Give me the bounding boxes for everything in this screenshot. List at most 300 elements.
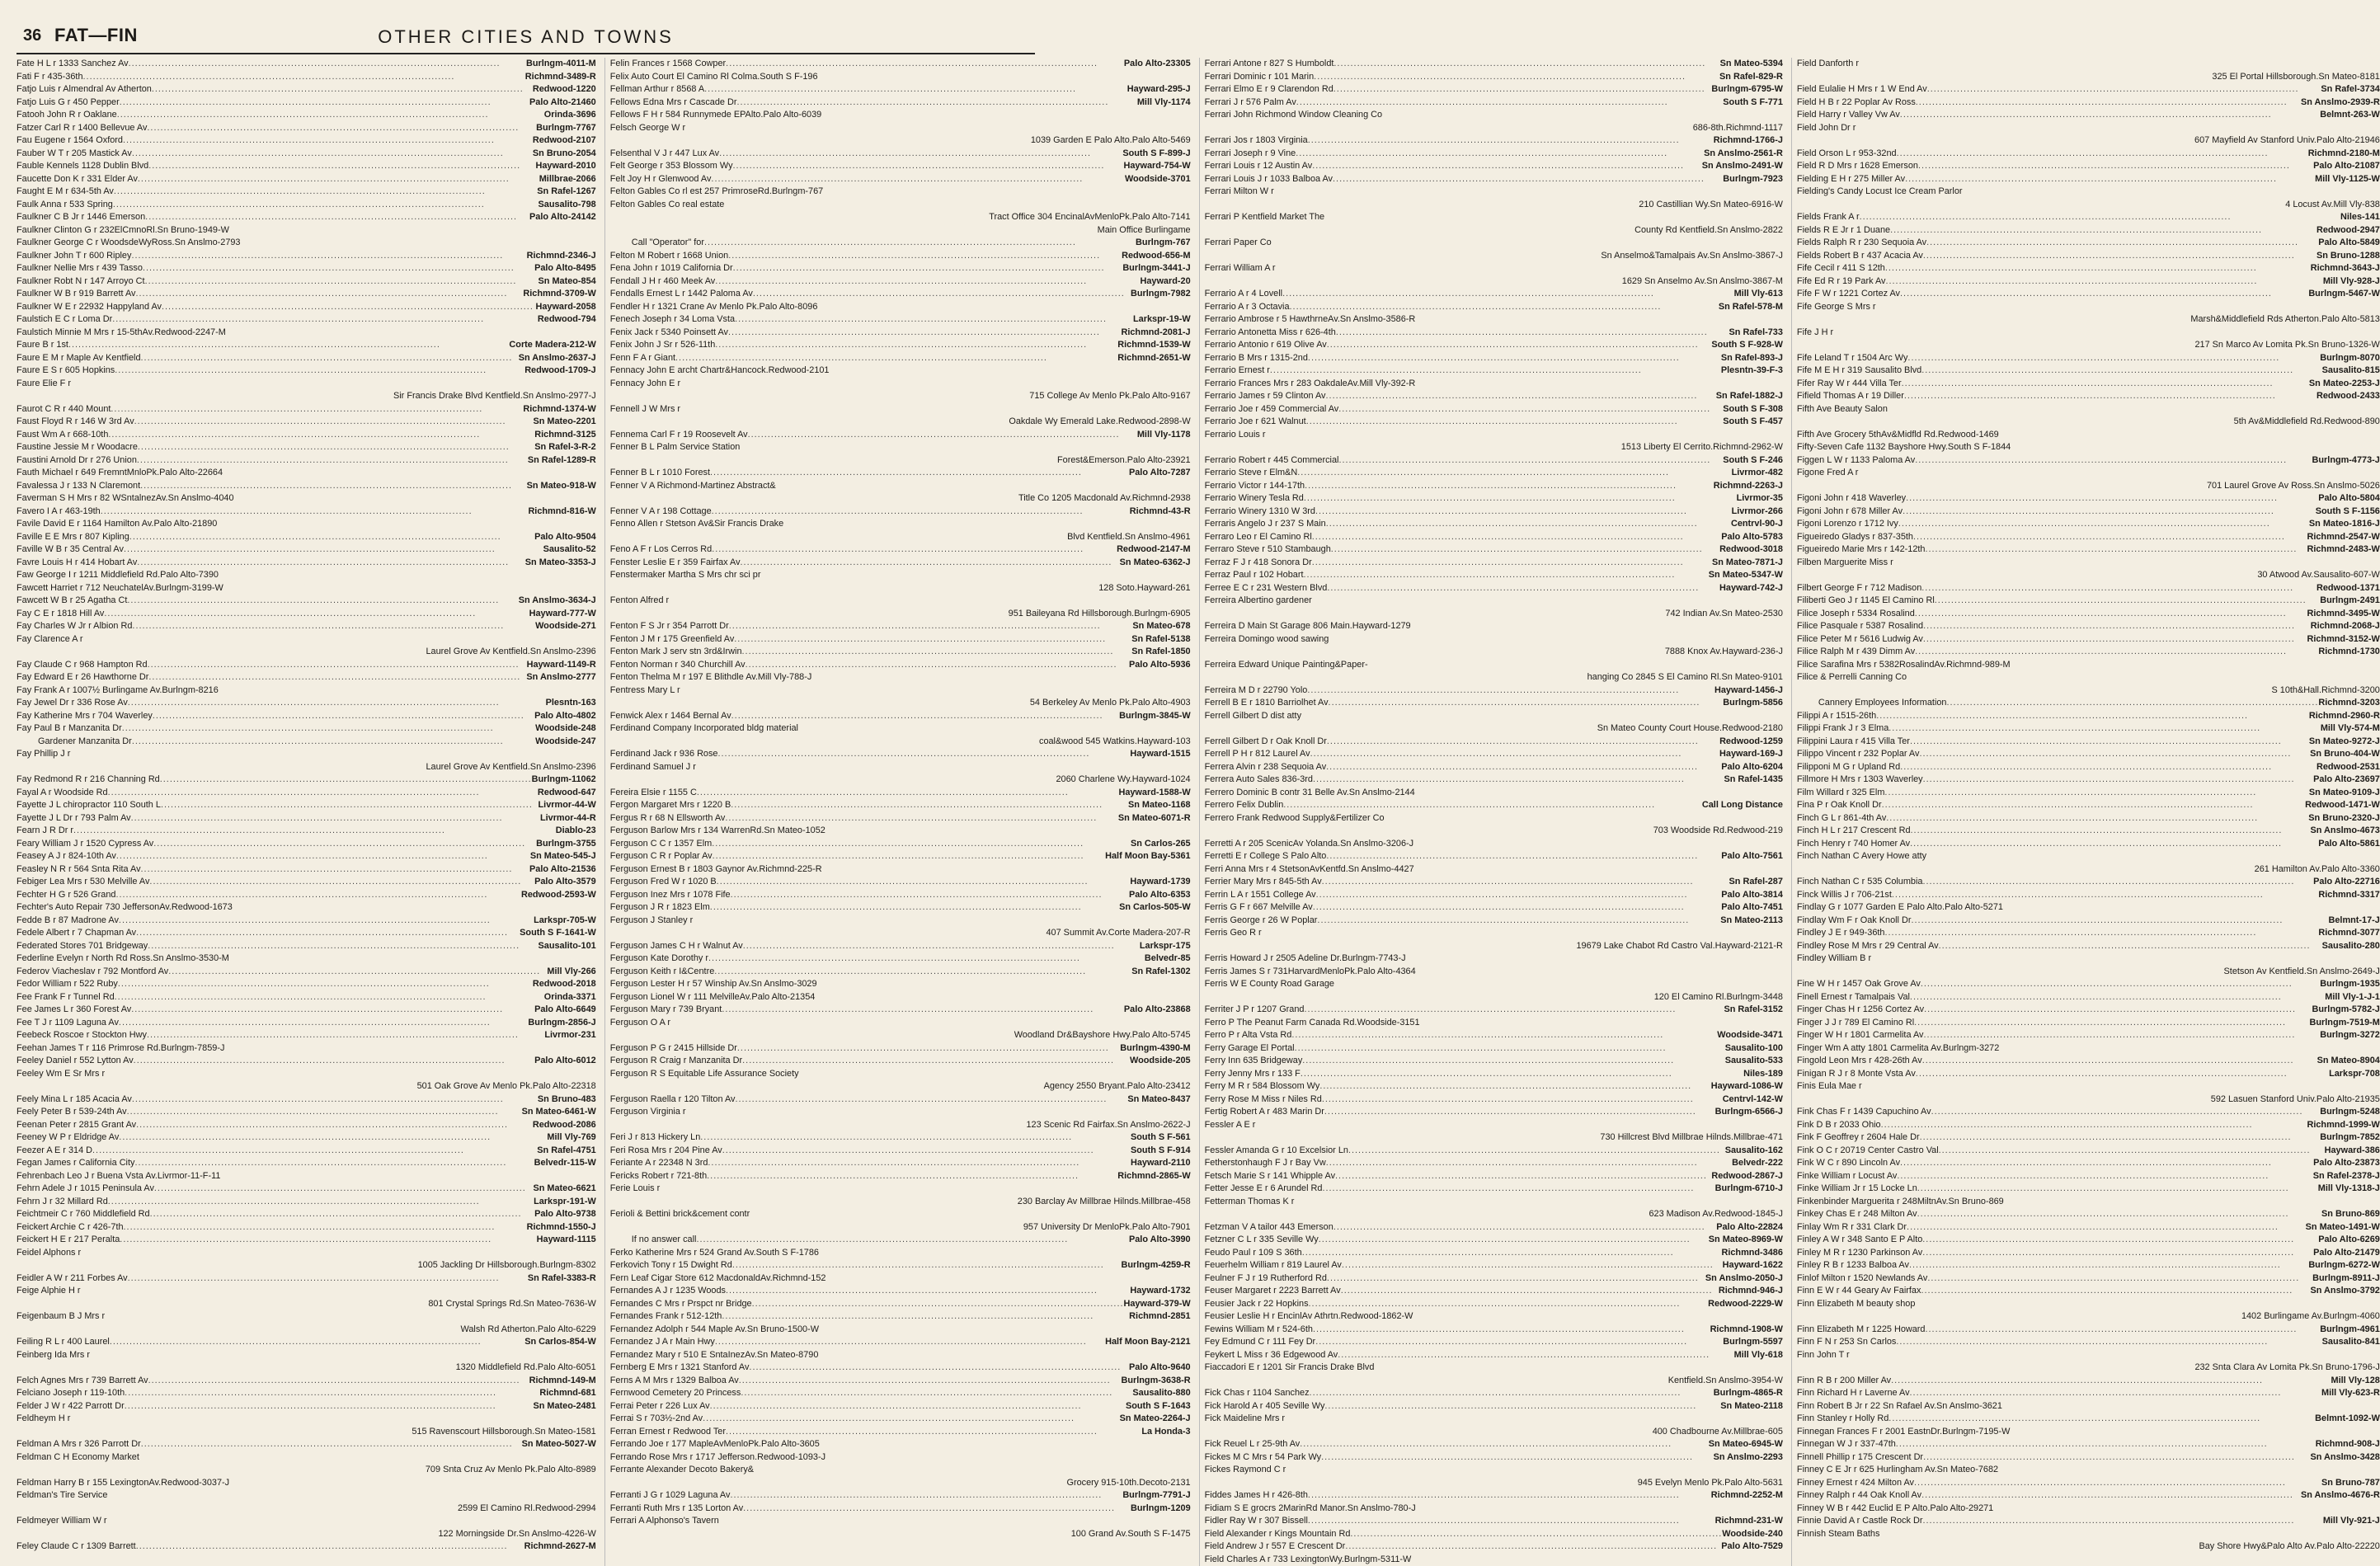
listing-name: Faulkner Clinton G r 232ElCmnoRl.Sn Bruno-1949-W bbox=[16, 224, 229, 237]
listing-phone: Burlngm-3272 bbox=[2320, 1029, 2380, 1042]
listing-phone: Palo Alto-21460 bbox=[529, 96, 596, 110]
listing-entry bbox=[16, 927, 596, 940]
listing-name: Fenton Alfred r bbox=[610, 595, 669, 608]
listing-name: Ferguson Raella r 120 Tilton Av bbox=[610, 1093, 736, 1107]
listing-entry bbox=[16, 378, 596, 391]
listing-entry bbox=[16, 71, 596, 84]
listing-phone: Sn Mateo-6945-W bbox=[1709, 1438, 1783, 1451]
leader-dots bbox=[137, 454, 528, 468]
listing-name: Ferri Anna Mrs r 4 StetsonAvKentfd.Sn Anslmo-4427 bbox=[1205, 863, 1414, 877]
leader-dots bbox=[148, 160, 535, 173]
leader-dots bbox=[1345, 1540, 1721, 1554]
listing-entry bbox=[1797, 122, 2380, 135]
listing-entry bbox=[16, 1234, 596, 1247]
listing-name: 730 Hillcrest Blvd Millbrae Hilnds.Millbrae-471 bbox=[1600, 1131, 1783, 1145]
listing-name: Ferrari William A r bbox=[1205, 262, 1276, 275]
listing-name: Finn Robert B Jr r 22 Sn Rafael Av.Sn Anslmo-3621 bbox=[1797, 1400, 2002, 1413]
listing-name: Fatooh John R r Oaklane bbox=[16, 109, 117, 122]
listing-phone: Sn Mateo-5027-W bbox=[522, 1438, 596, 1451]
listing-name: Finch Nathan C Avery Howe atty bbox=[1797, 850, 1926, 863]
listing-name: 325 El Portal Hillsborough.Sn Mateo-8181 bbox=[2212, 71, 2379, 84]
listing-entry bbox=[1797, 774, 2380, 787]
listing-phone: Burlngm-3638-R bbox=[1122, 1375, 1191, 1388]
leader-dots bbox=[115, 991, 544, 1004]
listing-continuation bbox=[16, 1259, 596, 1272]
leader-dots bbox=[1903, 506, 2316, 519]
listing-entry bbox=[1205, 978, 1783, 991]
listing-name: Fatjo Luis r Almendral Av Atherton bbox=[16, 83, 152, 96]
listing-name: Woodland Dr&Bayshore Hwy.Palo Alto-5745 bbox=[1014, 1029, 1191, 1042]
listing-name: Field Orson L r 953-32nd bbox=[1797, 148, 1897, 161]
listing-entry bbox=[610, 1451, 1191, 1465]
leader-dots bbox=[725, 812, 1118, 825]
listing-continuation bbox=[1797, 199, 2380, 212]
listing-entry bbox=[16, 1336, 596, 1349]
leader-dots bbox=[713, 850, 1106, 863]
listing-entry bbox=[16, 492, 596, 506]
listing-entry bbox=[1205, 262, 1783, 275]
listing-name: Finck Willis J r 706-21st bbox=[1797, 889, 1892, 902]
listing-name: Fennacy John E archt Chartr&Hancock.Redwood-2101 bbox=[610, 364, 830, 378]
listing-phone: Sausalito-162 bbox=[1725, 1145, 1783, 1158]
listing-name: Feige Alphie H r bbox=[16, 1285, 80, 1298]
listing-phone: Richmnd-2252-M bbox=[1711, 1489, 1783, 1503]
leader-dots bbox=[148, 671, 526, 684]
listing-name: Fauth Michael r 649 FremntMnloPk.Palo Alto-22664 bbox=[16, 467, 223, 480]
listing-entry bbox=[1797, 454, 2380, 468]
listing-entry bbox=[1205, 697, 1783, 710]
listing-phone: Richmnd-2068-J bbox=[2311, 620, 2380, 633]
listing-entry bbox=[16, 812, 596, 825]
listing-name: Ferguson Lionel W r 111 MelvilleAv.Palo Alto-21354 bbox=[610, 991, 816, 1004]
listing-name: Ferris G F r 667 Melville Av bbox=[1205, 901, 1313, 915]
listing-entry bbox=[610, 288, 1191, 301]
listing-phone: Sn Mateo-6461-W bbox=[522, 1106, 596, 1119]
listing-entry bbox=[1205, 531, 1783, 544]
listing-name: Felton Gables Co rl est 257 PrimroseRd.Burlngm-767 bbox=[610, 186, 823, 199]
listing-phone: Sn Rafel-1302 bbox=[1131, 966, 1190, 979]
listing-name: Laurel Grove Av Kentfield.Sn Anslmo-2396 bbox=[426, 761, 595, 774]
listing-entry bbox=[610, 327, 1191, 340]
listing-phone: Burlngm-6795-W bbox=[1711, 83, 1783, 96]
listing-name: Faure E S r 605 Hopkins bbox=[16, 364, 115, 378]
leader-dots bbox=[733, 160, 1124, 173]
listing-name: Ferguson O A r bbox=[610, 1017, 670, 1030]
listing-column-2 bbox=[604, 58, 1191, 1566]
listing-phone: Half Moon Bay-5361 bbox=[1105, 850, 1191, 863]
listing-entry bbox=[1797, 1170, 2380, 1183]
leader-dots bbox=[116, 850, 530, 863]
listing-entry bbox=[1797, 1208, 2380, 1221]
leader-dots bbox=[113, 199, 539, 212]
listing-name: Finkey Chas E r 248 Milton Av bbox=[1797, 1208, 1917, 1221]
listing-name: 1513 Liberty El Cerrito.Richmnd-2962-W bbox=[1621, 441, 1783, 454]
listing-name: Feno A F r Los Cerros Rd bbox=[610, 543, 712, 557]
listing-name: Fernandes Frank r 512-12th bbox=[610, 1310, 722, 1324]
listing-entry bbox=[610, 710, 1191, 723]
listing-entry bbox=[610, 722, 1191, 736]
listing-name: Ferris James S r 731HarvardMenloPk.Palo Alto-4364 bbox=[1205, 966, 1416, 979]
listing-name: Ferran Ernest r Redwood Ter bbox=[610, 1426, 726, 1439]
listing-continuation bbox=[1205, 224, 1783, 237]
leader-dots bbox=[131, 250, 526, 263]
listing-phone: Redwood-3018 bbox=[1719, 543, 1783, 557]
listing-name: Faust Floyd R r 146 W 3rd Av bbox=[16, 416, 134, 429]
listing-entry bbox=[1797, 1503, 2380, 1516]
listing-name: Filice Joseph r 5334 Rosalind bbox=[1797, 608, 1915, 621]
leader-dots bbox=[145, 275, 539, 289]
listing-name: Faurot C R r 440 Mount bbox=[16, 403, 111, 416]
leader-dots bbox=[1313, 774, 1724, 787]
listing-name: Ferdinand Company Incorporated bldg material bbox=[610, 722, 798, 736]
listing-continuation bbox=[1205, 671, 1783, 684]
listing-phone: Sn Rafel-733 bbox=[1729, 327, 1783, 340]
listing-name: Field H B r 22 Poplar Av Ross bbox=[1797, 96, 1916, 110]
listing-entry bbox=[16, 1489, 596, 1503]
listing-phone: Palo Alto-24142 bbox=[529, 211, 596, 224]
leader-dots bbox=[128, 1272, 528, 1286]
listing-entry bbox=[16, 1349, 596, 1362]
listing-phone: Orinda-3696 bbox=[544, 109, 596, 122]
listing-name: Feusier Jack r 22 Hopkins bbox=[1205, 1298, 1309, 1311]
leader-dots bbox=[148, 1375, 529, 1388]
listing-entry bbox=[16, 224, 596, 237]
listing-entry bbox=[1797, 761, 2380, 774]
listing-name: Finney Ernest r 424 Milton Av bbox=[1797, 1477, 1914, 1490]
listing-phone: Richmnd-1539-W bbox=[1117, 339, 1190, 352]
listing-name: Ferrario Frances Mrs r 283 OakdaleAv.Mill Vly-392-R bbox=[1205, 378, 1416, 391]
leader-dots bbox=[127, 1106, 522, 1119]
listing-phone: Sn Rafel-1267 bbox=[537, 186, 595, 199]
listing-entry bbox=[16, 122, 596, 135]
listing-phone: Richmnd-681 bbox=[539, 1387, 595, 1400]
listing-entry bbox=[16, 1119, 596, 1132]
listing-name: 1629 Sn Anselmo Av.Sn Anslmo-3867-M bbox=[1622, 275, 1783, 289]
listing-entry bbox=[1205, 889, 1783, 902]
listing-entry bbox=[16, 96, 596, 110]
listing-phone: Livrmor-44-W bbox=[539, 799, 596, 812]
listing-phone: Redwood-1471-W bbox=[2305, 799, 2380, 812]
listing-name: Feuser Margaret r 2223 Barrett Av bbox=[1205, 1285, 1341, 1298]
listing-entry bbox=[1205, 1438, 1783, 1451]
listing-name: Fay Frank A r 1007½ Burlingame Av.Burlngm-8216 bbox=[16, 684, 219, 698]
listing-entry bbox=[1797, 978, 2380, 991]
listing-name: Felch Agnes Mrs r 739 Barrett Av bbox=[16, 1375, 148, 1388]
listing-phone: Woodside-247 bbox=[535, 736, 596, 749]
listing-name: Ferrario Antonio r 619 Olive Av bbox=[1205, 339, 1327, 352]
leader-dots bbox=[1912, 915, 2329, 928]
listing-entry bbox=[16, 199, 596, 212]
leader-dots bbox=[148, 659, 527, 672]
listing-name: Ferguson P G r 2415 Hillside Dr bbox=[610, 1042, 737, 1056]
listing-name: Fenton Mark J serv stn 3rd&Irwin bbox=[610, 646, 742, 659]
listing-name: Finney C E Jr r 625 Hurlingham Av.Sn Mateo-7682 bbox=[1797, 1464, 1998, 1477]
leader-dots bbox=[140, 480, 527, 493]
leader-dots bbox=[1900, 1157, 2313, 1170]
listing-name: Fee Frank F r Tunnel Rd bbox=[16, 991, 115, 1004]
leader-dots bbox=[1282, 288, 1734, 301]
leader-dots bbox=[741, 1387, 1132, 1400]
listing-name: 2599 El Camino Rl.Redwood-2994 bbox=[458, 1503, 596, 1516]
listing-name: Feely Peter B r 539-24th Av bbox=[16, 1106, 127, 1119]
listing-name: Stetson Av Kentfield.Sn Anslmo-2649-J bbox=[2224, 966, 2380, 979]
listing-entry bbox=[1797, 403, 2380, 416]
listing-name: Fellows F H r 584 Runnymede EPAlto.Palo Alto-6039 bbox=[610, 109, 821, 122]
listing-entry bbox=[16, 825, 596, 838]
leader-dots bbox=[127, 595, 518, 608]
listing-entry bbox=[1205, 1170, 1783, 1183]
listing-name: Ferrando Rose Mrs r 1717 Jefferson.Redwood-1093-J bbox=[610, 1451, 825, 1465]
listing-entry bbox=[1797, 646, 2380, 659]
listing-name: 1320 Middlefield Rd.Palo Alto-6051 bbox=[456, 1361, 596, 1375]
listing-entry bbox=[1205, 1528, 1783, 1541]
leader-dots bbox=[150, 1208, 534, 1221]
listing-name: Fielding's Candy Locust Ice Cream Parlor bbox=[1797, 186, 1963, 199]
listing-name: Fedde B r 87 Madrone Av bbox=[16, 915, 119, 928]
listing-entry bbox=[610, 761, 1191, 774]
leader-dots bbox=[1900, 288, 2308, 301]
listing-phone: La Honda-3 bbox=[1141, 1426, 1190, 1439]
leader-dots bbox=[710, 901, 1119, 915]
listing-entry bbox=[610, 646, 1191, 659]
listing-phone: Richmnd-2180-M bbox=[2308, 148, 2380, 161]
listing-entry bbox=[1797, 915, 2380, 928]
listing-entry bbox=[1205, 569, 1783, 582]
listing-entry bbox=[1797, 1298, 2380, 1311]
listing-entry bbox=[1205, 1400, 1783, 1413]
listing-name: Finger J J r 789 El Camino Rl bbox=[1797, 1017, 1914, 1030]
listing-entry bbox=[16, 1285, 596, 1298]
listing-phone: Hayward-379-W bbox=[1124, 1298, 1191, 1311]
section-title: OTHER CITIES AND TOWNS bbox=[16, 26, 1035, 48]
listing-name: Main Office Burlingame bbox=[1098, 224, 1191, 237]
listing-name: Field Harry r Valley Vw Av bbox=[1797, 109, 1900, 122]
listing-name: Fick Chas r 1104 Sanchez bbox=[1205, 1387, 1310, 1400]
listing-name: Ferris Geo R r bbox=[1205, 927, 1262, 940]
listing-phone: Palo Alto-21536 bbox=[529, 863, 596, 877]
listing-name: Fifield Thomas A r 19 Diller bbox=[1797, 390, 1904, 403]
leader-dots bbox=[120, 1234, 536, 1247]
listing-entry bbox=[1797, 557, 2380, 570]
listing-phone: Sn Mateo-5394 bbox=[1720, 58, 1783, 71]
listing-name: Ferrero Dominic B contr 31 Belle Av.Sn Anslmo-2144 bbox=[1205, 787, 1415, 800]
listing-continuation bbox=[1797, 697, 2380, 710]
listing-name: Fauble Kennels 1128 Dublin Blvd bbox=[16, 160, 148, 173]
listing-name: Ferreira Domingo wood sawing bbox=[1205, 633, 1329, 647]
leader-dots bbox=[711, 173, 1125, 186]
listing-name: Findlay G r 1077 Garden E Palo Alto.Palo Alto-5271 bbox=[1797, 901, 2003, 915]
listing-phone: Sn Carlos-854-W bbox=[524, 1336, 596, 1349]
listing-name: Ferrin L A r 1551 College Av bbox=[1205, 889, 1316, 902]
listing-entry bbox=[16, 1042, 596, 1056]
listing-phone: Sn Bruno-787 bbox=[2321, 1477, 2380, 1490]
listing-entry bbox=[16, 915, 596, 928]
listing-entry bbox=[610, 1247, 1191, 1260]
listing-entry bbox=[1205, 1387, 1783, 1400]
listing-name: Ferry Inn 635 Bridgeway bbox=[1205, 1055, 1303, 1068]
leader-dots bbox=[1920, 1131, 2321, 1145]
leader-dots bbox=[1312, 160, 1702, 173]
leader-dots bbox=[1300, 1438, 1709, 1451]
leader-dots bbox=[728, 250, 1122, 263]
listing-entry bbox=[16, 952, 596, 966]
leader-dots bbox=[1905, 173, 2315, 186]
leader-dots bbox=[1923, 1451, 2310, 1465]
listing-entry bbox=[610, 1106, 1191, 1119]
listing-name: Fendler H r 1321 Crane Av Menlo Pk.Palo Alto-8096 bbox=[610, 301, 818, 314]
leader-dots bbox=[129, 58, 526, 71]
listing-entry bbox=[610, 850, 1191, 863]
leader-dots bbox=[1927, 1272, 2312, 1286]
listing-name: Febiger Lea Mrs r 530 Melville Av bbox=[16, 876, 149, 889]
leader-dots bbox=[1313, 1324, 1710, 1337]
listing-phone: Livrmor-266 bbox=[1732, 506, 1783, 519]
leader-dots bbox=[1333, 1221, 1716, 1234]
listing-phone: Sn Mateo-2481 bbox=[533, 1400, 595, 1413]
leader-dots bbox=[1935, 595, 2320, 608]
listing-name: Ferrari Paper Co bbox=[1205, 237, 1272, 250]
listing-entry bbox=[1205, 1285, 1783, 1298]
listing-phone: Richmnd-3317 bbox=[2318, 889, 2379, 902]
listing-phone: Hayward-1456-J bbox=[1714, 684, 1783, 698]
leader-dots bbox=[1308, 1515, 1715, 1528]
listing-name: Fetherstonhaugh F J r Bay Vw bbox=[1205, 1157, 1326, 1170]
listing-phone: Palo Alto-7529 bbox=[1721, 1540, 1783, 1554]
listing-entry bbox=[1205, 620, 1783, 633]
listing-name: Fertig Robert A r 483 Marin Dr bbox=[1205, 1106, 1324, 1119]
listing-name: Kentfield.Sn Anslmo-3954-W bbox=[1668, 1375, 1783, 1388]
listing-name: Federated Stores 701 Bridgeway bbox=[16, 940, 148, 953]
leader-dots bbox=[115, 364, 524, 378]
listing-entry bbox=[1797, 352, 2380, 365]
leader-dots bbox=[108, 429, 534, 442]
listing-phone: Larkspr-175 bbox=[1140, 940, 1191, 953]
listing-name: Finke William Jr r 15 Locke Ln bbox=[1797, 1183, 1917, 1196]
leader-dots bbox=[108, 1196, 534, 1209]
listing-phone: Richmnd-3489-R bbox=[525, 71, 596, 84]
leader-dots bbox=[128, 697, 546, 710]
listing-phone: Hayward-20 bbox=[1140, 275, 1190, 289]
listing-name: 400 Chadbourne Av.Millbrae-605 bbox=[1653, 1426, 1783, 1439]
listing-continuation bbox=[1205, 608, 1783, 621]
listing-phone: Hayward-295-J bbox=[1127, 83, 1191, 96]
listing-entry bbox=[1205, 1055, 1783, 1068]
listing-entry bbox=[1205, 748, 1783, 761]
listing-phone: Burlngm-11062 bbox=[532, 774, 596, 787]
leader-dots bbox=[1283, 799, 1702, 812]
listing-name: Ferdinand Jack r 936 Rose bbox=[610, 748, 718, 761]
listing-phone: Sn Anslmo-2491-W bbox=[1702, 160, 1783, 173]
listing-name: Filbert George F r 712 Madison bbox=[1797, 582, 1921, 595]
listing-name: Finis Eula Mae r bbox=[1797, 1080, 1862, 1093]
leader-dots bbox=[1305, 480, 1714, 493]
leader-dots bbox=[141, 352, 519, 365]
listing-entry bbox=[1205, 1068, 1783, 1081]
listing-name: Findley William B r bbox=[1797, 952, 1871, 966]
listing-phone: Palo Alto-3579 bbox=[534, 876, 596, 889]
listing-continuation bbox=[16, 1503, 596, 1516]
listing-entry bbox=[610, 467, 1191, 480]
listing-name: Fink D B r 2033 Ohio bbox=[1797, 1119, 1881, 1132]
listing-entry bbox=[1797, 1285, 2380, 1298]
leader-dots bbox=[736, 96, 1136, 110]
listing-entry bbox=[16, 1093, 596, 1107]
listing-name: 217 Sn Marco Av Lomita Pk.Sn Bruno-1326-W bbox=[2194, 339, 2379, 352]
listing-entry bbox=[1797, 83, 2380, 96]
listing-entry bbox=[1797, 186, 2380, 199]
listing-name: Fay Phillip J r bbox=[16, 748, 70, 761]
listing-phone: Palo Alto-5783 bbox=[1721, 531, 1783, 544]
listing-name: Finney W B r 442 Euclid E P Alto.Palo Alto-29271 bbox=[1797, 1503, 1993, 1516]
listing-name: Fey Edmund C r 111 Fey Dr bbox=[1205, 1336, 1316, 1349]
listing-name: Ferrier Mary Mrs r 845-5th Av bbox=[1205, 876, 1322, 889]
leader-dots bbox=[1921, 1285, 2310, 1298]
listing-name: Fenner V A Richmond-Martinez Abstract& bbox=[610, 480, 776, 493]
listing-entry bbox=[1797, 1183, 2380, 1196]
listing-entry bbox=[1205, 339, 1783, 352]
listing-name: Ferry M R r 584 Blossom Wy bbox=[1205, 1080, 1320, 1093]
listing-name: Fessler Amanda G r 10 Excelsior Ln bbox=[1205, 1145, 1348, 1158]
listing-phone: Richmnd-1550-J bbox=[527, 1221, 596, 1234]
listing-entry bbox=[1797, 531, 2380, 544]
listing-entry bbox=[1797, 850, 2380, 863]
listing-entry bbox=[1205, 1080, 1783, 1093]
listing-name: Ferreira Albertino gardener bbox=[1205, 595, 1312, 608]
leader-dots bbox=[1296, 148, 1704, 161]
listing-continuation bbox=[1205, 940, 1783, 953]
listing-phone: South S F-561 bbox=[1131, 1131, 1191, 1145]
listing-entry bbox=[1205, 148, 1783, 161]
listing-phone: Sausalito-841 bbox=[2322, 1336, 2380, 1349]
listing-phone: Sn Mateo-918-W bbox=[527, 480, 596, 493]
listing-name: Feinberg Ida Mrs r bbox=[16, 1349, 90, 1362]
listing-phone: Sausalito-798 bbox=[539, 199, 596, 212]
listing-entry bbox=[16, 850, 596, 863]
leader-dots bbox=[1939, 940, 2322, 953]
listing-name: Faure Elie F r bbox=[16, 378, 71, 391]
leader-dots bbox=[1314, 71, 1719, 84]
leader-dots bbox=[1917, 1208, 2321, 1221]
listing-name: Field Alexander r Kings Mountain Rd bbox=[1205, 1528, 1351, 1541]
leader-dots bbox=[1302, 1247, 1722, 1260]
leader-dots bbox=[1326, 390, 1716, 403]
listing-name: coal&wood 545 Watkins.Hayward-103 bbox=[1039, 736, 1191, 749]
listing-phone: Plesntn-163 bbox=[546, 697, 596, 710]
listing-phone: Sn Rafel-829-R bbox=[1719, 71, 1783, 84]
listing-phone: Mill Vly-613 bbox=[1734, 288, 1783, 301]
listing-entry bbox=[1205, 313, 1783, 327]
leader-dots bbox=[1922, 1247, 2313, 1260]
listing-name: Fay Katherine Mrs r 704 Waverley bbox=[16, 710, 153, 723]
listing-column-4 bbox=[1791, 58, 2380, 1566]
listing-phone: Redwood-2107 bbox=[533, 134, 596, 148]
listing-entry bbox=[1205, 1554, 1783, 1566]
listing-name: Feldman's Tire Service bbox=[16, 1489, 107, 1503]
listing-entry bbox=[610, 199, 1191, 212]
listing-continuation bbox=[16, 1080, 596, 1093]
listing-entry bbox=[1205, 1272, 1783, 1286]
listing-name: Ferguson James C H r Walnut Av bbox=[610, 940, 743, 953]
listing-entry bbox=[1205, 1017, 1783, 1030]
listing-name: Fayette J L chiropractor 110 South L bbox=[16, 799, 161, 812]
listing-name: 592 Lasuen Stanford Univ.Palo Alto-21935 bbox=[2211, 1093, 2380, 1107]
leader-dots bbox=[1335, 1170, 1711, 1183]
listing-name: Finigan R J r 8 Monte Vsta Av bbox=[1797, 1068, 1916, 1081]
listing-phone: Larkspr-705-W bbox=[534, 915, 596, 928]
leader-dots bbox=[1860, 211, 2340, 224]
listing-name: Faulk Anna r 533 Spring bbox=[16, 199, 113, 212]
listing-phone: Sn Rafel-893-J bbox=[1721, 352, 1783, 365]
